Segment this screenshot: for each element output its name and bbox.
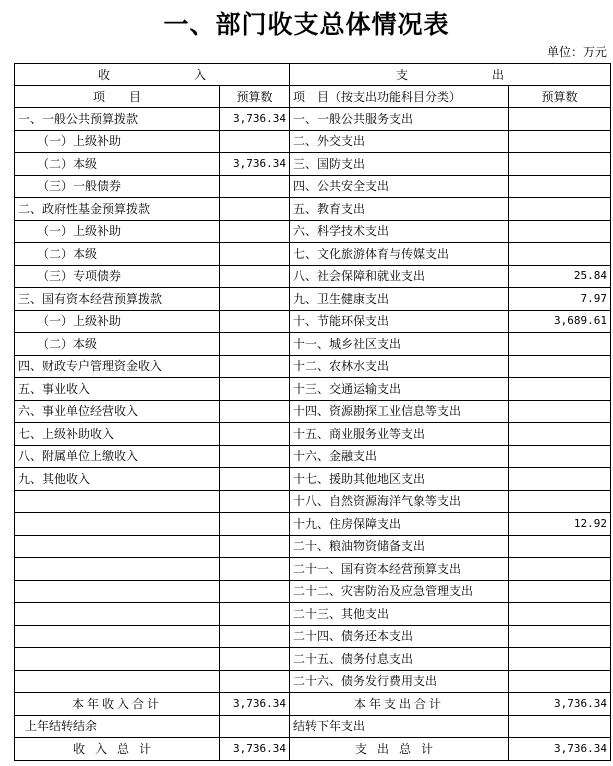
income-value-cell [220,648,290,671]
expense-value-cell: 25.84 [509,265,611,288]
income-item-cell [15,490,220,513]
income-value-cell [220,535,290,558]
income-item-cell: 七、上级补助收入 [15,423,220,446]
table-row [15,648,611,671]
income-item-cell: 八、附属单位上缴收入 [15,445,220,468]
expense-item-cell: 一、一般公共服务支出 [290,108,509,131]
table-row [15,333,611,356]
expense-item-cell: 二十二、灾害防治及应急管理支出 [290,580,509,603]
income-value-cell [220,513,290,536]
expense-item-cell: 九、卫生健康支出 [290,288,509,311]
table-row [15,558,611,581]
year-total-row [15,693,611,716]
expense-value-cell: 12.92 [509,513,611,536]
income-item-cell: 九、其他收入 [15,468,220,491]
expense-budget-header: 预算数 [509,86,611,108]
income-value-cell [220,580,290,603]
table-row [15,198,611,221]
expense-value-cell [509,445,611,468]
carry-over-row [15,715,611,738]
income-value-cell [220,265,290,288]
table-row [15,580,611,603]
expense-value-cell [509,198,611,221]
expense-item-cell: 二、外交支出 [290,130,509,153]
income-item-cell: 四、财政专户管理资金收入 [15,355,220,378]
year-income-total-value: 3,736.34 [220,693,290,716]
expense-item-cell: 十三、交通运输支出 [290,378,509,401]
carry-out-label: 结转下年支出 [290,715,509,738]
expense-value-cell [509,670,611,693]
unit-label: 单位：万元 [546,45,607,59]
income-item-cell: （一）上级补助 [15,130,220,153]
table-row [15,513,611,536]
income-item-cell: 一、一般公共预算拨款 [15,108,220,131]
income-value-cell [220,423,290,446]
expense-value-cell [509,175,611,198]
income-value-cell [220,220,290,243]
expense-item-cell: 二十四、债务还本支出 [290,625,509,648]
income-item-header: 项 目 [15,86,220,108]
income-item-cell [15,670,220,693]
page-title: 一、部门收支总体情况表 [163,10,450,39]
income-value-cell [220,355,290,378]
carry-in-label: 上年结转结余 [15,715,220,738]
income-item-cell [15,648,220,671]
income-item-cell: （三）专项债券 [15,265,220,288]
carry-out-value [509,715,611,738]
income-item-cell [15,513,220,536]
table-row [15,603,611,626]
table-row [15,310,611,333]
table-row [15,535,611,558]
expense-header: 支 出 [290,64,611,86]
expense-value-cell [509,603,611,626]
table-row [15,175,611,198]
income-item-cell: 六、事业单位经营收入 [15,400,220,423]
expense-item-header: 项 目（按支出功能科目分类） [290,86,509,108]
expense-total-label: 支出总计 [290,738,509,761]
budget-table [14,63,611,761]
table-row [15,243,611,266]
expense-item-cell: 二十五、债务付息支出 [290,648,509,671]
expense-value-cell [509,378,611,401]
table-row [15,108,611,131]
expense-value-cell [509,648,611,671]
expense-item-cell: 七、文化旅游体育与传媒支出 [290,243,509,266]
expense-value-cell [509,220,611,243]
expense-item-cell: 十、节能环保支出 [290,310,509,333]
income-value-cell [220,333,290,356]
income-budget-header: 预算数 [220,86,290,108]
table-row [15,670,611,693]
expense-value-cell [509,625,611,648]
expense-item-cell: 三、国防支出 [290,153,509,176]
table-row [15,490,611,513]
income-value-cell [220,468,290,491]
income-total-label: 收入总计 [15,738,220,761]
table-row [15,265,611,288]
table-row [15,288,611,311]
table-row [15,378,611,401]
income-value-cell [220,243,290,266]
expense-value-cell [509,355,611,378]
income-item-cell: 五、事业收入 [15,378,220,401]
table-row [15,445,611,468]
table-row [15,130,611,153]
income-value-cell [220,558,290,581]
income-value-cell: 3,736.34 [220,108,290,131]
income-value-cell [220,603,290,626]
expense-item-cell: 十二、农林水支出 [290,355,509,378]
table-row [15,153,611,176]
expense-item-cell: 二十一、国有资本经营预算支出 [290,558,509,581]
income-total-value: 3,736.34 [220,738,290,761]
income-item-cell: （一）上级补助 [15,310,220,333]
expense-item-cell: 十七、援助其他地区支出 [290,468,509,491]
income-value-cell [220,198,290,221]
expense-value-cell [509,243,611,266]
table-row [15,625,611,648]
income-item-cell: （二）本级 [15,333,220,356]
income-header: 收 入 [15,64,290,86]
expense-item-cell: 八、社会保障和就业支出 [290,265,509,288]
expense-item-cell: 六、科学技术支出 [290,220,509,243]
expense-item-cell: 五、教育支出 [290,198,509,221]
expense-value-cell [509,333,611,356]
table-row [15,220,611,243]
income-item-cell [15,535,220,558]
income-value-cell: 3,736.34 [220,153,290,176]
income-value-cell [220,130,290,153]
income-value-cell [220,445,290,468]
expense-total-value: 3,736.34 [509,738,611,761]
expense-value-cell [509,468,611,491]
year-expense-total-value: 3,736.34 [509,693,611,716]
expense-item-cell: 十九、住房保障支出 [290,513,509,536]
income-value-cell [220,310,290,333]
table-row [15,468,611,491]
expense-item-cell: 二十三、其他支出 [290,603,509,626]
income-item-cell [15,603,220,626]
year-expense-total-label: 本年支出合计 [290,693,509,716]
expense-item-cell: 十六、金融支出 [290,445,509,468]
expense-value-cell [509,130,611,153]
year-income-total-label: 本年收入合计 [15,693,220,716]
expense-item-cell: 四、公共安全支出 [290,175,509,198]
income-item-cell [15,625,220,648]
income-item-cell [15,580,220,603]
grand-total-row [15,738,611,761]
income-item-cell: （二）本级 [15,243,220,266]
income-item-cell: （三）一般债券 [15,175,220,198]
income-value-cell [220,400,290,423]
income-item-cell [15,558,220,581]
income-value-cell [220,288,290,311]
expense-value-cell [509,490,611,513]
table-row [15,355,611,378]
expense-value-cell [509,535,611,558]
expense-item-cell: 十五、商业服务业等支出 [290,423,509,446]
expense-value-cell [509,580,611,603]
income-item-cell: （一）上级补助 [15,220,220,243]
carry-in-value [220,715,290,738]
income-value-cell [220,490,290,513]
income-value-cell [220,378,290,401]
expense-value-cell: 3,689.61 [509,310,611,333]
income-value-cell [220,175,290,198]
expense-value-cell: 7.97 [509,288,611,311]
expense-item-cell: 十八、自然资源海洋气象等支出 [290,490,509,513]
expense-value-cell [509,423,611,446]
income-value-cell [220,625,290,648]
header-row-2 [15,86,611,108]
header-row-1 [15,64,611,86]
table-row [15,423,611,446]
expense-value-cell [509,153,611,176]
expense-item-cell: 十四、资源勘探工业信息等支出 [290,400,509,423]
income-item-cell: 三、国有资本经营预算拨款 [15,288,220,311]
income-value-cell [220,670,290,693]
expense-value-cell [509,558,611,581]
expense-value-cell [509,400,611,423]
expense-item-cell: 二十六、债务发行费用支出 [290,670,509,693]
expense-item-cell: 十一、城乡社区支出 [290,333,509,356]
table-row [15,400,611,423]
income-item-cell: 二、政府性基金预算拨款 [15,198,220,221]
expense-item-cell: 二十、粮油物资储备支出 [290,535,509,558]
expense-value-cell [509,108,611,131]
income-item-cell: （二）本级 [15,153,220,176]
